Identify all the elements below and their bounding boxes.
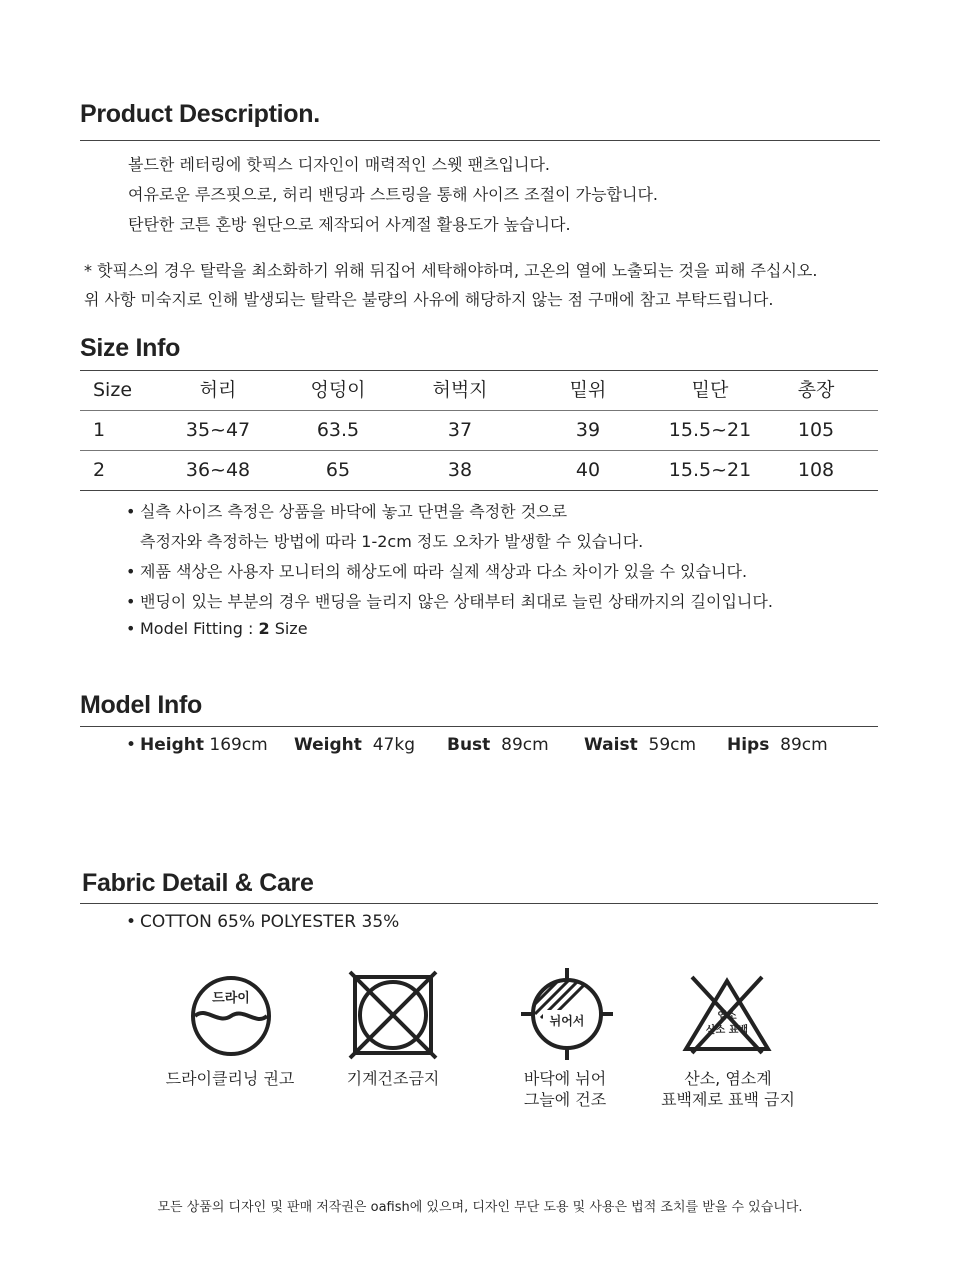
model-weight: Weight 47kg <box>294 735 415 755</box>
table-row <box>80 410 878 450</box>
column-header: 허리 <box>199 379 237 401</box>
flat-dry-shade-icon <box>521 968 613 1060</box>
column-header: 총장 <box>797 379 835 401</box>
column-header: Size <box>93 379 133 401</box>
size-note-item: • 실측 사이즈 측정은 상품을 바닥에 놓고 단면을 측정한 것으로 <box>126 502 568 521</box>
care-label-no-bleach: 산소, 염소계 표백제로 표백 금지 <box>661 1069 795 1109</box>
product-description-heading: Product Description. <box>80 100 320 128</box>
description-line: 볼드한 레터링에 핫픽스 디자인이 매력적인 스웻 팬츠입니다. <box>128 155 551 174</box>
model-info-heading: Model Info <box>80 691 202 719</box>
no-tumble-dry-icon <box>348 970 438 1060</box>
model-hips: Hips 89cm <box>727 735 828 755</box>
column-header: 밑단 <box>691 379 729 401</box>
table-cell: 63.5 <box>316 419 360 441</box>
table-cell: 108 <box>797 459 835 481</box>
table-cell: 1 <box>93 419 106 441</box>
table-cell: 65 <box>325 459 351 481</box>
no-bleach-icon-text: 염소 <box>717 1011 737 1022</box>
care-note-line: * 핫픽스의 경우 탈락을 최소화하기 위해 뒤집어 세탁해야하며, 고온의 열에 노출되는 것을 피해 주십시오. <box>84 261 818 280</box>
no-bleach-icon <box>682 975 772 1055</box>
no-bleach-icon-text: 산소 표백 <box>705 1025 749 1036</box>
care-note-line: 위 사항 미숙지로 인해 발생되는 탈락은 불량의 사유에 해당하지 않는 점 구매에 참고 부탁드립니다. <box>84 290 774 309</box>
care-label-flat-dry: 바닥에 뉘어 그늘에 건조 <box>523 1069 607 1109</box>
divider <box>80 140 880 141</box>
size-table-header <box>80 370 878 410</box>
table-bottom-rule <box>80 490 878 491</box>
table-cell: 15.5~21 <box>668 419 752 441</box>
divider <box>80 903 878 904</box>
model-fitting-item: • Model Fitting : 2 Size <box>126 619 308 638</box>
table-cell: 105 <box>797 419 835 441</box>
divider <box>80 726 878 727</box>
table-cell: 38 <box>447 459 473 481</box>
dry-clean-icon <box>188 973 274 1059</box>
flat-dry-icon-text: 뉘어서 <box>549 1014 585 1028</box>
size-info-heading: Size Info <box>80 334 181 362</box>
table-row <box>80 450 878 490</box>
copyright-notice: 모든 상품의 디자인 및 판매 저작권은 oafish에 있으며, 디자인 무단 도용 및 사용은 법적 조치를 받을 수 있습니다. <box>157 1200 803 1215</box>
fabric-care-heading: Fabric Detail & Care <box>82 869 314 897</box>
table-cell: 40 <box>575 459 601 481</box>
description-line: 여유로운 루즈핏으로, 허리 밴딩과 스트링을 통해 사이즈 조절이 가능합니다. <box>128 185 658 204</box>
care-label-dry-clean: 드라이클리닝 권고 <box>165 1069 295 1088</box>
column-header: 엉덩이 <box>310 379 366 401</box>
fabric-composition: • COTTON 65% POLYESTER 35% <box>126 912 400 932</box>
dry-clean-icon-text: 드라이 <box>212 991 250 1006</box>
table-cell: 39 <box>575 419 601 441</box>
column-header: 허벅지 <box>432 379 488 401</box>
table-cell: 2 <box>93 459 106 481</box>
table-cell: 15.5~21 <box>668 459 752 481</box>
size-note-item: • 밴딩이 있는 부분의 경우 밴딩을 늘리지 않은 상태부터 최대로 늘린 상태까지의 길이입니다. <box>126 592 773 611</box>
description-line: 탄탄한 코튼 혼방 원단으로 제작되어 사계절 활용도가 높습니다. <box>128 215 571 234</box>
model-height: • Height 169cm <box>126 735 268 755</box>
size-note-item: • 제품 색상은 사용자 모니터의 해상도에 따라 실제 색상과 다소 차이가 있을 수 있습니다. <box>126 562 748 581</box>
model-bust: Bust 89cm <box>447 735 549 755</box>
care-label-no-tumble-dry: 기계건조금지 <box>346 1069 440 1088</box>
table-cell: 37 <box>447 419 473 441</box>
table-cell: 36~48 <box>185 459 251 481</box>
table-cell: 35~47 <box>185 419 251 441</box>
size-note-item: 측정자와 측정하는 방법에 따라 1-2cm 정도 오차가 발생할 수 있습니다. <box>140 532 644 551</box>
column-header: 밑위 <box>569 379 607 401</box>
model-waist: Waist 59cm <box>584 735 697 755</box>
